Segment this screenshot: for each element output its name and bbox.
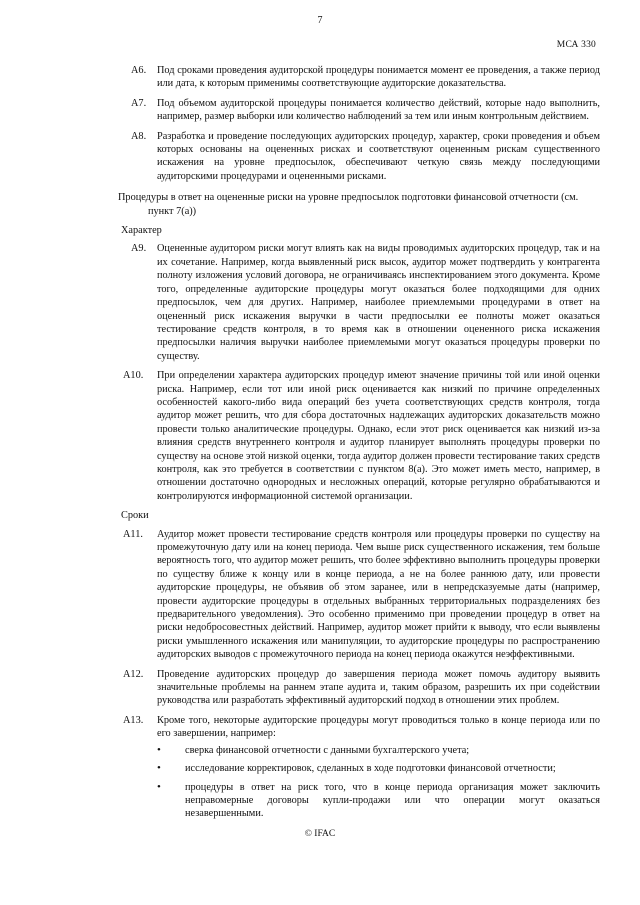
paragraph-text: Под сроками проведения аудиторской процедуры понимается момент ее проведения, а также период или дата, к которым применимы соответствующие аудиторские доказательства. xyxy=(157,65,600,90)
bullet-item xyxy=(157,762,600,775)
subheading-timing: Сроки xyxy=(121,510,149,522)
bullet-list xyxy=(157,744,600,821)
paragraph-number: А8. xyxy=(131,130,147,142)
section-heading-line1: Процедуры в ответ на оцененные риски на уровне предпосылок подготовки финансовой отчетности (см. xyxy=(118,192,579,204)
subheading-nature: Характер xyxy=(121,225,162,237)
paragraph-text: Разработка и проведение последующих аудиторских процедур, характер, сроки проведения и объем которых основаны на оцененных рисках и соответствуют оцененным рискам существенного искажения на уровне предпосылок, обеспечивают четкую связь между последующими аудиторскими процедурами и оцененными рисками. xyxy=(157,130,600,182)
paragraph-number: А11. xyxy=(123,528,143,540)
paragraph-number: А7. xyxy=(131,97,147,109)
paragraph-text: Проведение аудиторских процедур до завершения периода может помочь аудитору выявить значительные проблемы на раннем этапе аудита и, таким образом, разрешить их при содействии руководства или разработать эффективный аудиторский подход в отношении этих проблем. xyxy=(157,668,600,707)
bullet-item xyxy=(157,780,600,821)
paragraph-number: А10. xyxy=(123,370,144,382)
bullet-icon: • xyxy=(157,762,161,775)
paragraph-a10 xyxy=(123,369,600,503)
paragraph-a9 xyxy=(131,242,600,363)
paragraph-a7 xyxy=(131,97,600,124)
bullet-text: процедуры в ответ на риск того, что в конце периода организация может заключить неправомерные договоры купли-продажи или что операции могут оказаться незавершенными. xyxy=(185,781,600,820)
page-number: 7 xyxy=(317,15,323,26)
paragraph-number: А12. xyxy=(123,668,144,680)
section-heading-line2: пункт 7(а)) xyxy=(148,205,197,217)
paragraph-number: А9. xyxy=(131,243,147,255)
bullet-text: исследование корректировок, сделанных в ходе подготовки финансовой отчетности; xyxy=(185,763,556,775)
bullet-item xyxy=(157,743,600,757)
paragraph-a13 xyxy=(123,714,600,821)
paragraph-text: Кроме того, некоторые аудиторские процедуры могут проводиться только в конце периода или по его завершении, например: xyxy=(157,714,600,740)
bullet-icon: • xyxy=(157,780,161,793)
paragraph-number: А6. xyxy=(131,65,147,76)
paragraph-number: А13. xyxy=(123,714,144,726)
bullet-text: сверка финансовой отчетности с данными бухгалтерского учета; xyxy=(185,744,470,756)
standard-code: МСА 330 xyxy=(556,40,596,50)
paragraph-a11 xyxy=(123,528,600,662)
paragraph-a12 xyxy=(123,668,600,708)
paragraph-a8 xyxy=(131,130,600,184)
footer-copyright: © IFAC xyxy=(304,829,336,839)
bullet-icon: • xyxy=(157,743,161,756)
section-heading xyxy=(118,191,600,218)
paragraph-text: Аудитор может провести тестирование средств контроля или процедуры проверки по существу на промежуточную дату или на конец периода. Чем выше риск существенного искажения, тем больше вероятность того, что аудитор может решить, что более эффективно выполнить процедуры проверки по существу ближе к концу или в конце периода, а не на более раннюю дату, или провести аудиторские процедуры, не объявив об этом заранее, или в непредсказуемые даты (например, провести аудиторские процедуры в отдельных выбранных территориальных подразделениях без предварительного уведомления). Это особенно применимо при проведении процедур в ответ на риски недобросовестных действий. Например, аудитор может прийти к выводу, что если выявлены риски умышленного искажения или манипуляции, то аудиторские процедуры по распространению аудиторских выводов с промежуточного периода на конец периода окажутся неэффективными. xyxy=(157,528,600,661)
paragraph-text: При определении характера аудиторских процедур имеют значение причины той или иной оценки риска. Например, если тот или иной риск оценивается как низкий по причине определенных особенностей какого-либо вида операций без учета соответствующих средств контроля, тогда аудитор может решить, что для сбора достаточных надлежащих аудиторских доказательств можно провести только аналитические процедуры. Однако, если этот риск оценивается как низкий из-за влияния средств внутреннего контроля и аудитор планирует выполнять процедуры проверки по существу на основе этой низкой оценки, тогда аудитор должен провести тестирование таких средств контроля, как это требуется в соответствии с пунктом 8(а). Это может иметь место, например, в отношении достаточно однородных и несложных операций, которые регулярно обрабатываются и контролируются информационной системой организации. xyxy=(157,370,600,502)
page-content xyxy=(0,64,640,827)
paragraph-text: Оцененные аудитором риски могут влиять как на виды проводимых аудиторских процедур, так и на их сочетание. Например, когда выявленный риск высок, аудитор может подтвердить у контрагента полноту изложения условий договора, не ограничиваясь инспектированием этого документа. Кроме того, определенные аудиторские процедуры могут оказаться более подходящими для одних предпосылок, чем для других. Например, наиболее приемлемыми процедурами в ответ на оцененный риск искажения выручки в части предпосылки ее полноты может оказаться тестирование средств контроля, в то время как в отношении оцененного риска искажения предпосылки наличия выручки наиболее приемлемыми могут оказаться процедуры проверки по существу. xyxy=(157,243,600,362)
paragraph-text: Под объемом аудиторской процедуры понимается количество действий, которые надо выполнить, например, размер выборки или количество наблюдений за тем или иным контрольным действием. xyxy=(157,97,600,123)
paragraph-a6 xyxy=(131,64,600,91)
